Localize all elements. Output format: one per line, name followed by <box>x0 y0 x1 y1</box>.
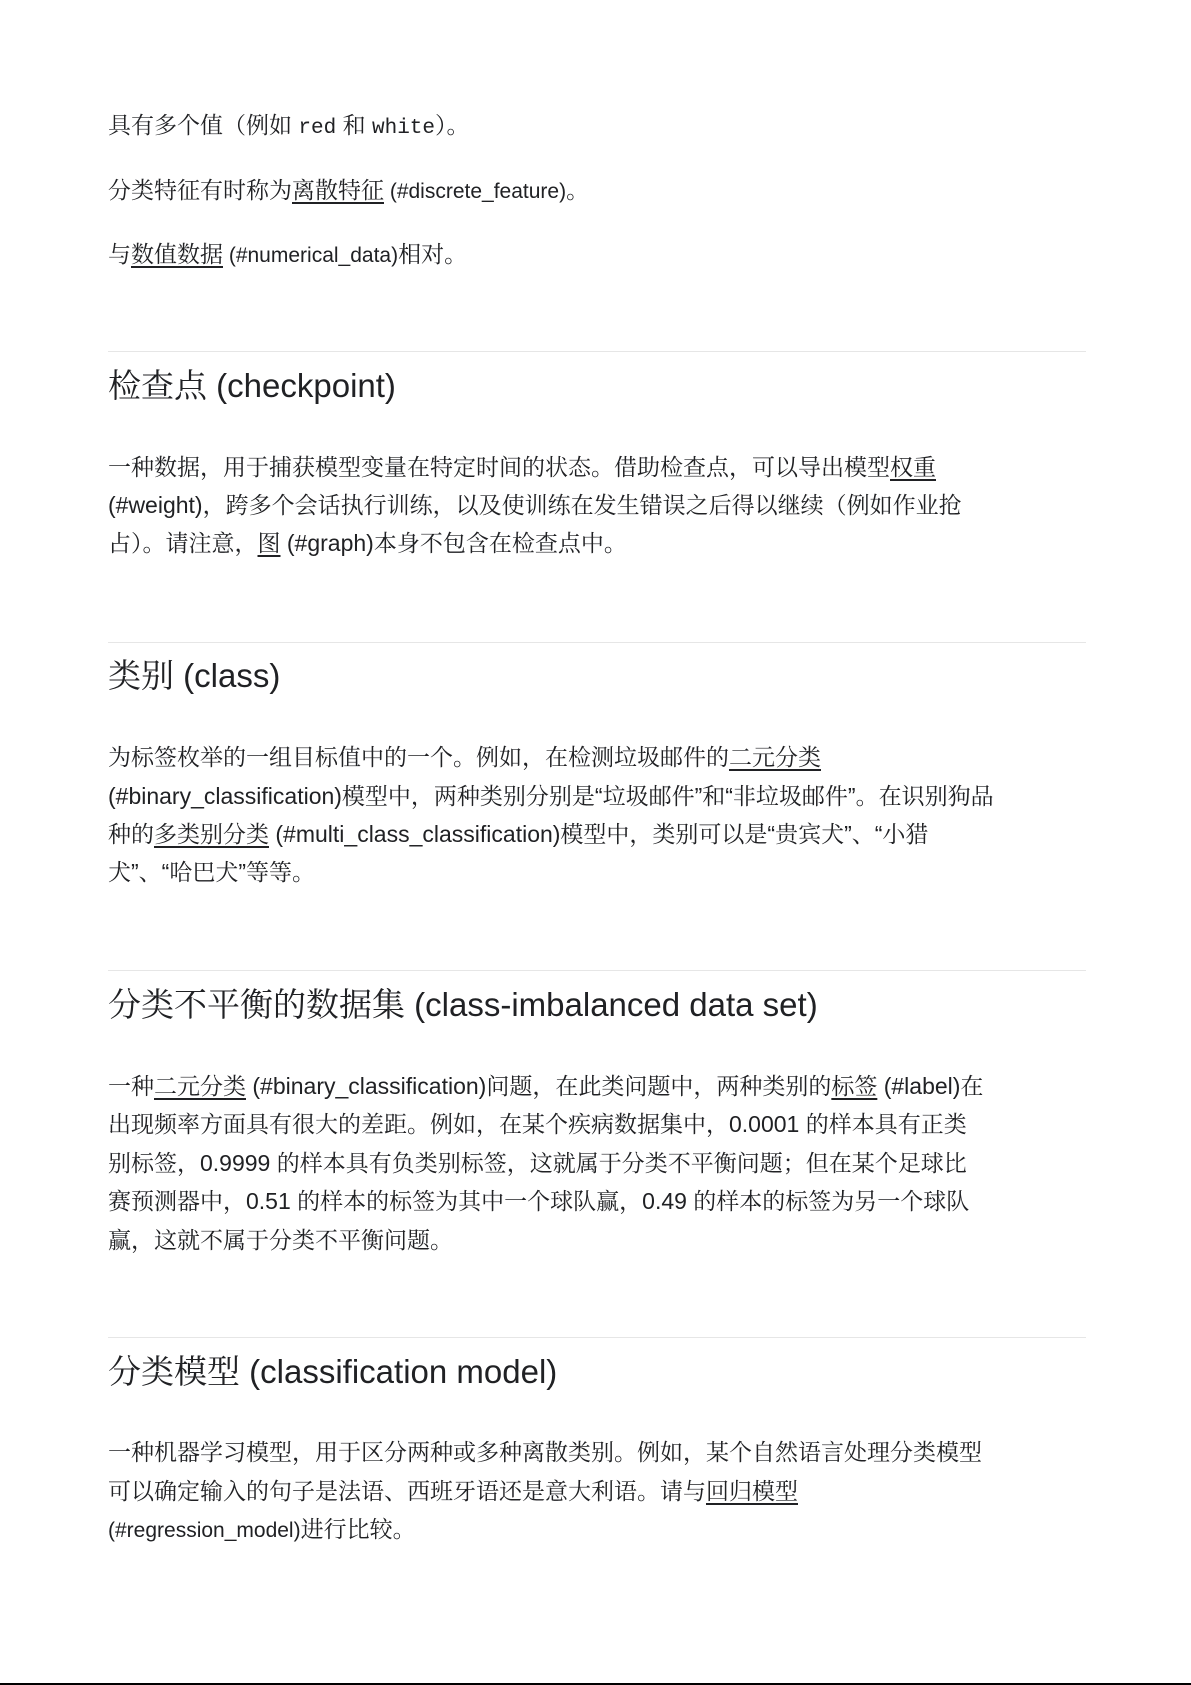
link-weight[interactable]: 权重 <box>890 454 936 480</box>
imbalanced-line-5: 赢，这就不属于分类不平衡问题。 <box>108 1227 453 1253</box>
link-binary-classification[interactable]: 二元分类 <box>729 744 821 770</box>
link-discrete-feature[interactable]: 离散特征 <box>292 177 384 203</box>
link-regression-model[interactable]: 回归模型 <box>706 1478 798 1504</box>
imbalanced-line-3: 别标签，0.9999 的样本具有负类别标签，这就属于分类不平衡问题；但在某个足球比 <box>108 1150 967 1176</box>
checkpoint-line-3: 占）。请注意，图 (#graph)本身不包含在检查点中。 <box>108 530 627 556</box>
section-divider <box>108 642 1086 643</box>
imbalanced-line-2: 出现频率方面具有很大的差距。例如，在某个疾病数据集中，0.0001 的样本具有正类 <box>108 1111 967 1137</box>
code-red: red <box>298 117 337 140</box>
heading-checkpoint: 检查点 (checkpoint) <box>108 367 396 404</box>
classification-model-line-1: 一种机器学习模型，用于区分两种或多种离散类别。例如，某个自然语言处理分类模型 <box>108 1439 982 1465</box>
checkpoint-line-1: 一种数据，用于捕获模型变量在特定时间的状态。借助检查点，可以导出模型权重 <box>108 454 936 480</box>
code-white: white <box>371 117 435 140</box>
intro-line-2: 分类特征有时称为离散特征 (#discrete_feature)。 <box>108 177 590 203</box>
imbalanced-line-4: 赛预测器中，0.51 的样本的标签为其中一个球队赢，0.49 的样本的标签为另一个球队 <box>108 1188 970 1214</box>
heading-class-imbalanced: 分类不平衡的数据集 (class-imbalanced data set) <box>108 986 818 1023</box>
link-multi-class-classification[interactable]: 多类别分类 <box>154 821 269 847</box>
class-line-4: 犬”、“哈巴犬”等等。 <box>108 859 315 885</box>
class-line-3: 种的多类别分类 (#multi_class_classification)模型中，类别可以是“贵宾犬”、“小猎 <box>108 821 929 847</box>
link-binary-classification-2[interactable]: 二元分类 <box>154 1073 246 1099</box>
heading-class: 类别 (class) <box>108 657 281 694</box>
imbalanced-line-1: 一种二元分类 (#binary_classification)问题，在此类问题中，两种类别的标签 (#label)在 <box>108 1073 984 1099</box>
section-divider <box>108 970 1086 971</box>
checkpoint-line-2: (#weight)，跨多个会话执行训练，以及使训练在发生错误之后得以继续（例如作业抢 <box>108 492 962 518</box>
link-numerical-data[interactable]: 数值数据 <box>131 241 223 267</box>
section-divider <box>108 1337 1086 1338</box>
link-label[interactable]: 标签 <box>831 1073 878 1099</box>
intro-line-1: 具有多个值（例如 red 和 white）。 <box>108 112 470 140</box>
classification-model-line-3: (#regression_model)进行比较。 <box>108 1516 416 1542</box>
section-divider <box>108 351 1086 352</box>
heading-classification-model: 分类模型 (classification model) <box>108 1353 558 1390</box>
link-graph[interactable]: 图 <box>257 530 281 556</box>
intro-line-3: 与数值数据 (#numerical_data)相对。 <box>108 241 468 267</box>
classification-model-line-2: 可以确定输入的句子是法语、西班牙语还是意大利语。请与回归模型 <box>108 1478 798 1504</box>
class-line-1: 为标签枚举的一组目标值中的一个。例如，在检测垃圾邮件的二元分类 <box>108 744 821 770</box>
class-line-2: (#binary_classification)模型中，两种类别分别是“垃圾邮件”和“非垃圾邮件”。在识别狗品 <box>108 783 994 809</box>
